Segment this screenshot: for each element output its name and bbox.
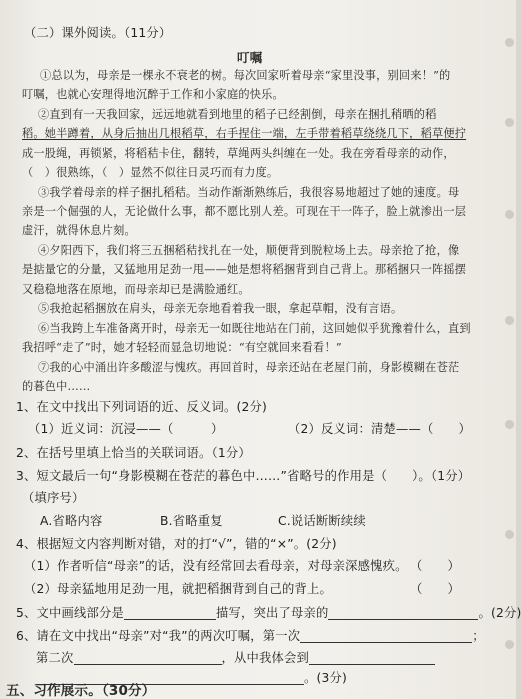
question-3: 3、短文最后一句“身影模糊在苍茫的暮色中……”省略号的作用是（ ）。（1分） [16, 469, 471, 483]
underlined-passage-line: 稻。她半蹲着，从身后抽出几根稻草，右手捏住一端，左手带着稻草绕绕几下，稻草便拧 [22, 127, 467, 140]
question-3-note: （填序号） [22, 491, 85, 505]
question-4: 4、根据短文内容判断对错，对的打“√”，错的“×”。(2分) [16, 537, 337, 551]
answer-blank-5a[interactable] [124, 607, 216, 620]
question-5-part: 。(2分) [478, 606, 522, 620]
question-6-part: 。(3分) [304, 671, 348, 685]
option-b: B.省略重复 [160, 514, 223, 528]
question-1a: （1）近义词：沉浸——（ ） [28, 422, 224, 436]
passage-line: ⑦我的心中涌出许多酸涩与愧疚。再回首时，母亲还站在老屋门前，身影模糊在苍茫 [38, 361, 460, 374]
passage-line: 是掂量它的分量，又猛地用足劲一甩——她是想将稻捆背到自己背上。那稻捆只一阵摇摆 [22, 263, 467, 276]
question-6-part: ，从中我体会到 [221, 651, 309, 665]
question-5 [16, 606, 522, 620]
question-5-part: 5、文中画线部分是 [16, 606, 124, 620]
question-1b: （2）反义词：清楚——（ ） [288, 422, 471, 436]
question-2: 2、在括号里填上恰当的关联词语。（1分） [16, 446, 251, 460]
section-5-heading: 五、习作展示。（30分） [6, 683, 156, 699]
passage-line: ⑥当我跨上车准备离开时，母亲无一如既往地站在门前，这回她似乎犹豫着什么，直到 [38, 322, 471, 335]
passage-line: 又稳稳地落在原地，而母亲却已是满脸通红。 [22, 283, 250, 296]
answer-box-4b[interactable]: （ ） [410, 582, 460, 596]
question-4a: （1）作者听信“母亲”的话，没有经常回去看母亲，对母亲深感愧疚。 [24, 559, 408, 573]
option-c: C.说话断断续续 [278, 514, 366, 528]
passage-line: （ ）很熟练，（ ）显然不似往日灵巧而有力度。 [22, 166, 279, 179]
question-4b: （2）母亲猛地用足劲一甩，就把稻捆背到自己的背上。 [24, 582, 332, 596]
passage-line: 的暮色中…… [22, 380, 91, 393]
question-6-part: ； [472, 629, 485, 643]
question-6-cont [36, 651, 435, 665]
answer-blank-6c[interactable] [309, 652, 435, 665]
question-6 [16, 629, 485, 643]
passage-line: 亲是一个倔强的人，无论做什么事，都不愿比别人差。可现在干一阵子，脸上就渗出一层 [22, 205, 467, 218]
answer-box-4a[interactable]: （ ） [410, 559, 460, 573]
answer-blank-5b[interactable] [328, 607, 478, 620]
answer-blank-6a[interactable] [300, 630, 472, 643]
passage-line: ⑤我抢起稻捆放在肩头，母亲无奈地看着我一眼，拿起草帽，没有言语。 [38, 302, 403, 315]
passage-line: ③我学着母亲的样子捆扎稻秸。当动作渐渐熟练后，我很容易地超过了她的速度。母 [38, 186, 460, 199]
answer-blank-6b[interactable] [74, 652, 222, 665]
passage-line: 我招呼“走了”时，她才轻轻而显急切地说：“有空就回来看看！” [22, 341, 342, 354]
question-5-part: 描写，突出了母亲的 [216, 606, 329, 620]
passage-line: 虚汗，就得休息片刻。 [22, 224, 136, 237]
passage-line: 叮嘱，也就心安理得地沉醉于工作和小家庭的快乐。 [22, 88, 284, 101]
question-6-part: 第二次 [36, 651, 74, 665]
section-heading: （二）课外阅读。（11分） [24, 26, 172, 40]
passage-line: ②直到有一天我回家，远远地就看到地里的稻子已经割倒，母亲在捆扎稍晒的稻 [38, 108, 437, 121]
passage-line: ①总以为，母亲是一棵永不衰老的树。每次回家听着母亲“家里没事，别回来！”的 [40, 69, 451, 82]
passage-line: ④夕阳西下，我们将三五捆稻秸找扎在一处，顺便背到脱粒场上去。母亲抢了抢，像 [38, 244, 460, 257]
passage-title: 叮嘱 [237, 50, 263, 65]
passage-line-underlined-part: 成一股绳，再锁紧，将稻秸卡住，翻转，草绳两头纠缠在一处。我在旁看母亲的动作， [22, 147, 455, 160]
question-6-part: 6、请在文中找出“母亲”对“我”的两次叮嘱，第一次 [16, 629, 301, 643]
question-1: 1、在文中找出下列词语的近、反义词。(2分) [16, 400, 267, 414]
option-a: A.省略内容 [40, 514, 103, 528]
